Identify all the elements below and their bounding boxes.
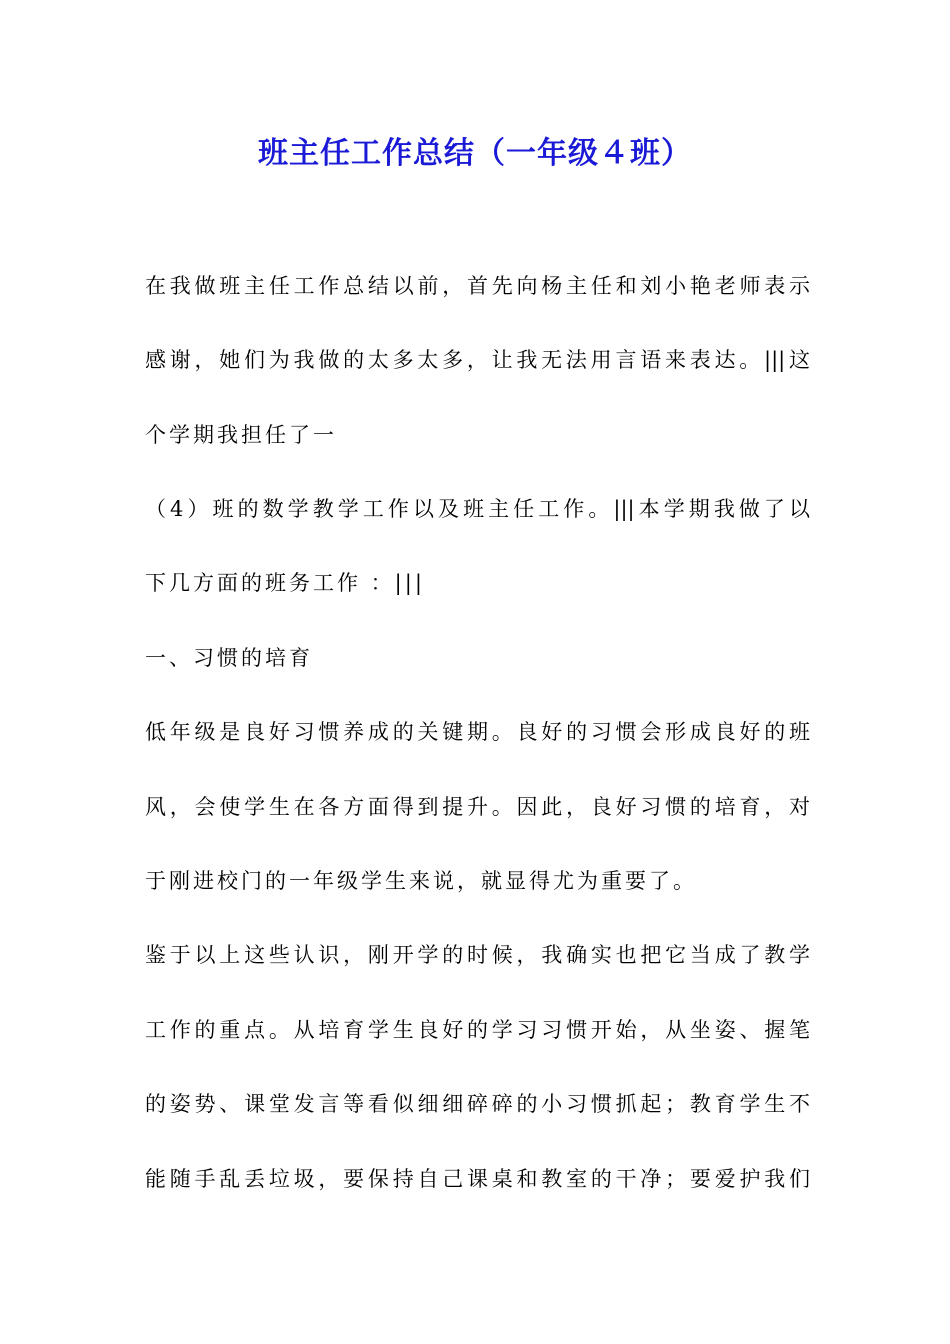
- paragraph-line: 在我做班主任工作总结以前，首先向杨主任和刘小艳老师表示: [145, 274, 810, 298]
- paragraph-line: 工作的重点。从培育学生良好的学习习惯开始，从坐姿、握笔: [145, 1018, 810, 1042]
- paragraph-line: 个学期我担任了一: [145, 423, 337, 447]
- paragraph-line: 风，会使学生在各方面得到提升。因此，良好习惯的培育，对: [145, 795, 810, 819]
- paragraph-line: 低年级是良好习惯养成的关键期。良好的习惯会形成良好的班: [145, 720, 810, 744]
- paragraph-line: 于刚进校门的一年级学生来说，就显得尤为重要了。: [145, 869, 697, 893]
- document-title: 班主任工作总结（一年级４班）: [258, 136, 692, 171]
- paragraph-line: 下几方面的班务工作 ：|||: [145, 571, 425, 595]
- paragraph-line: 鉴于以上这些认识，刚开学的时候，我确实也把它当成了教学: [145, 943, 810, 967]
- paragraph-line: （4）班的数学教学工作以及班主任工作。|||本学期我做了以: [145, 497, 810, 521]
- paragraph-line: 感谢，她们为我做的太多太多，让我无法用言语来表达。|||这: [145, 348, 810, 372]
- section-heading: 一、习惯的培育: [145, 646, 313, 670]
- paragraph-line: 能随手乱丢垃圾，要保持自己课桌和教室的干净；要爱护我们: [145, 1167, 810, 1191]
- paragraph-line: 的姿势、课堂发言等看似细细碎碎的小习惯抓起；教育学生不: [145, 1092, 810, 1116]
